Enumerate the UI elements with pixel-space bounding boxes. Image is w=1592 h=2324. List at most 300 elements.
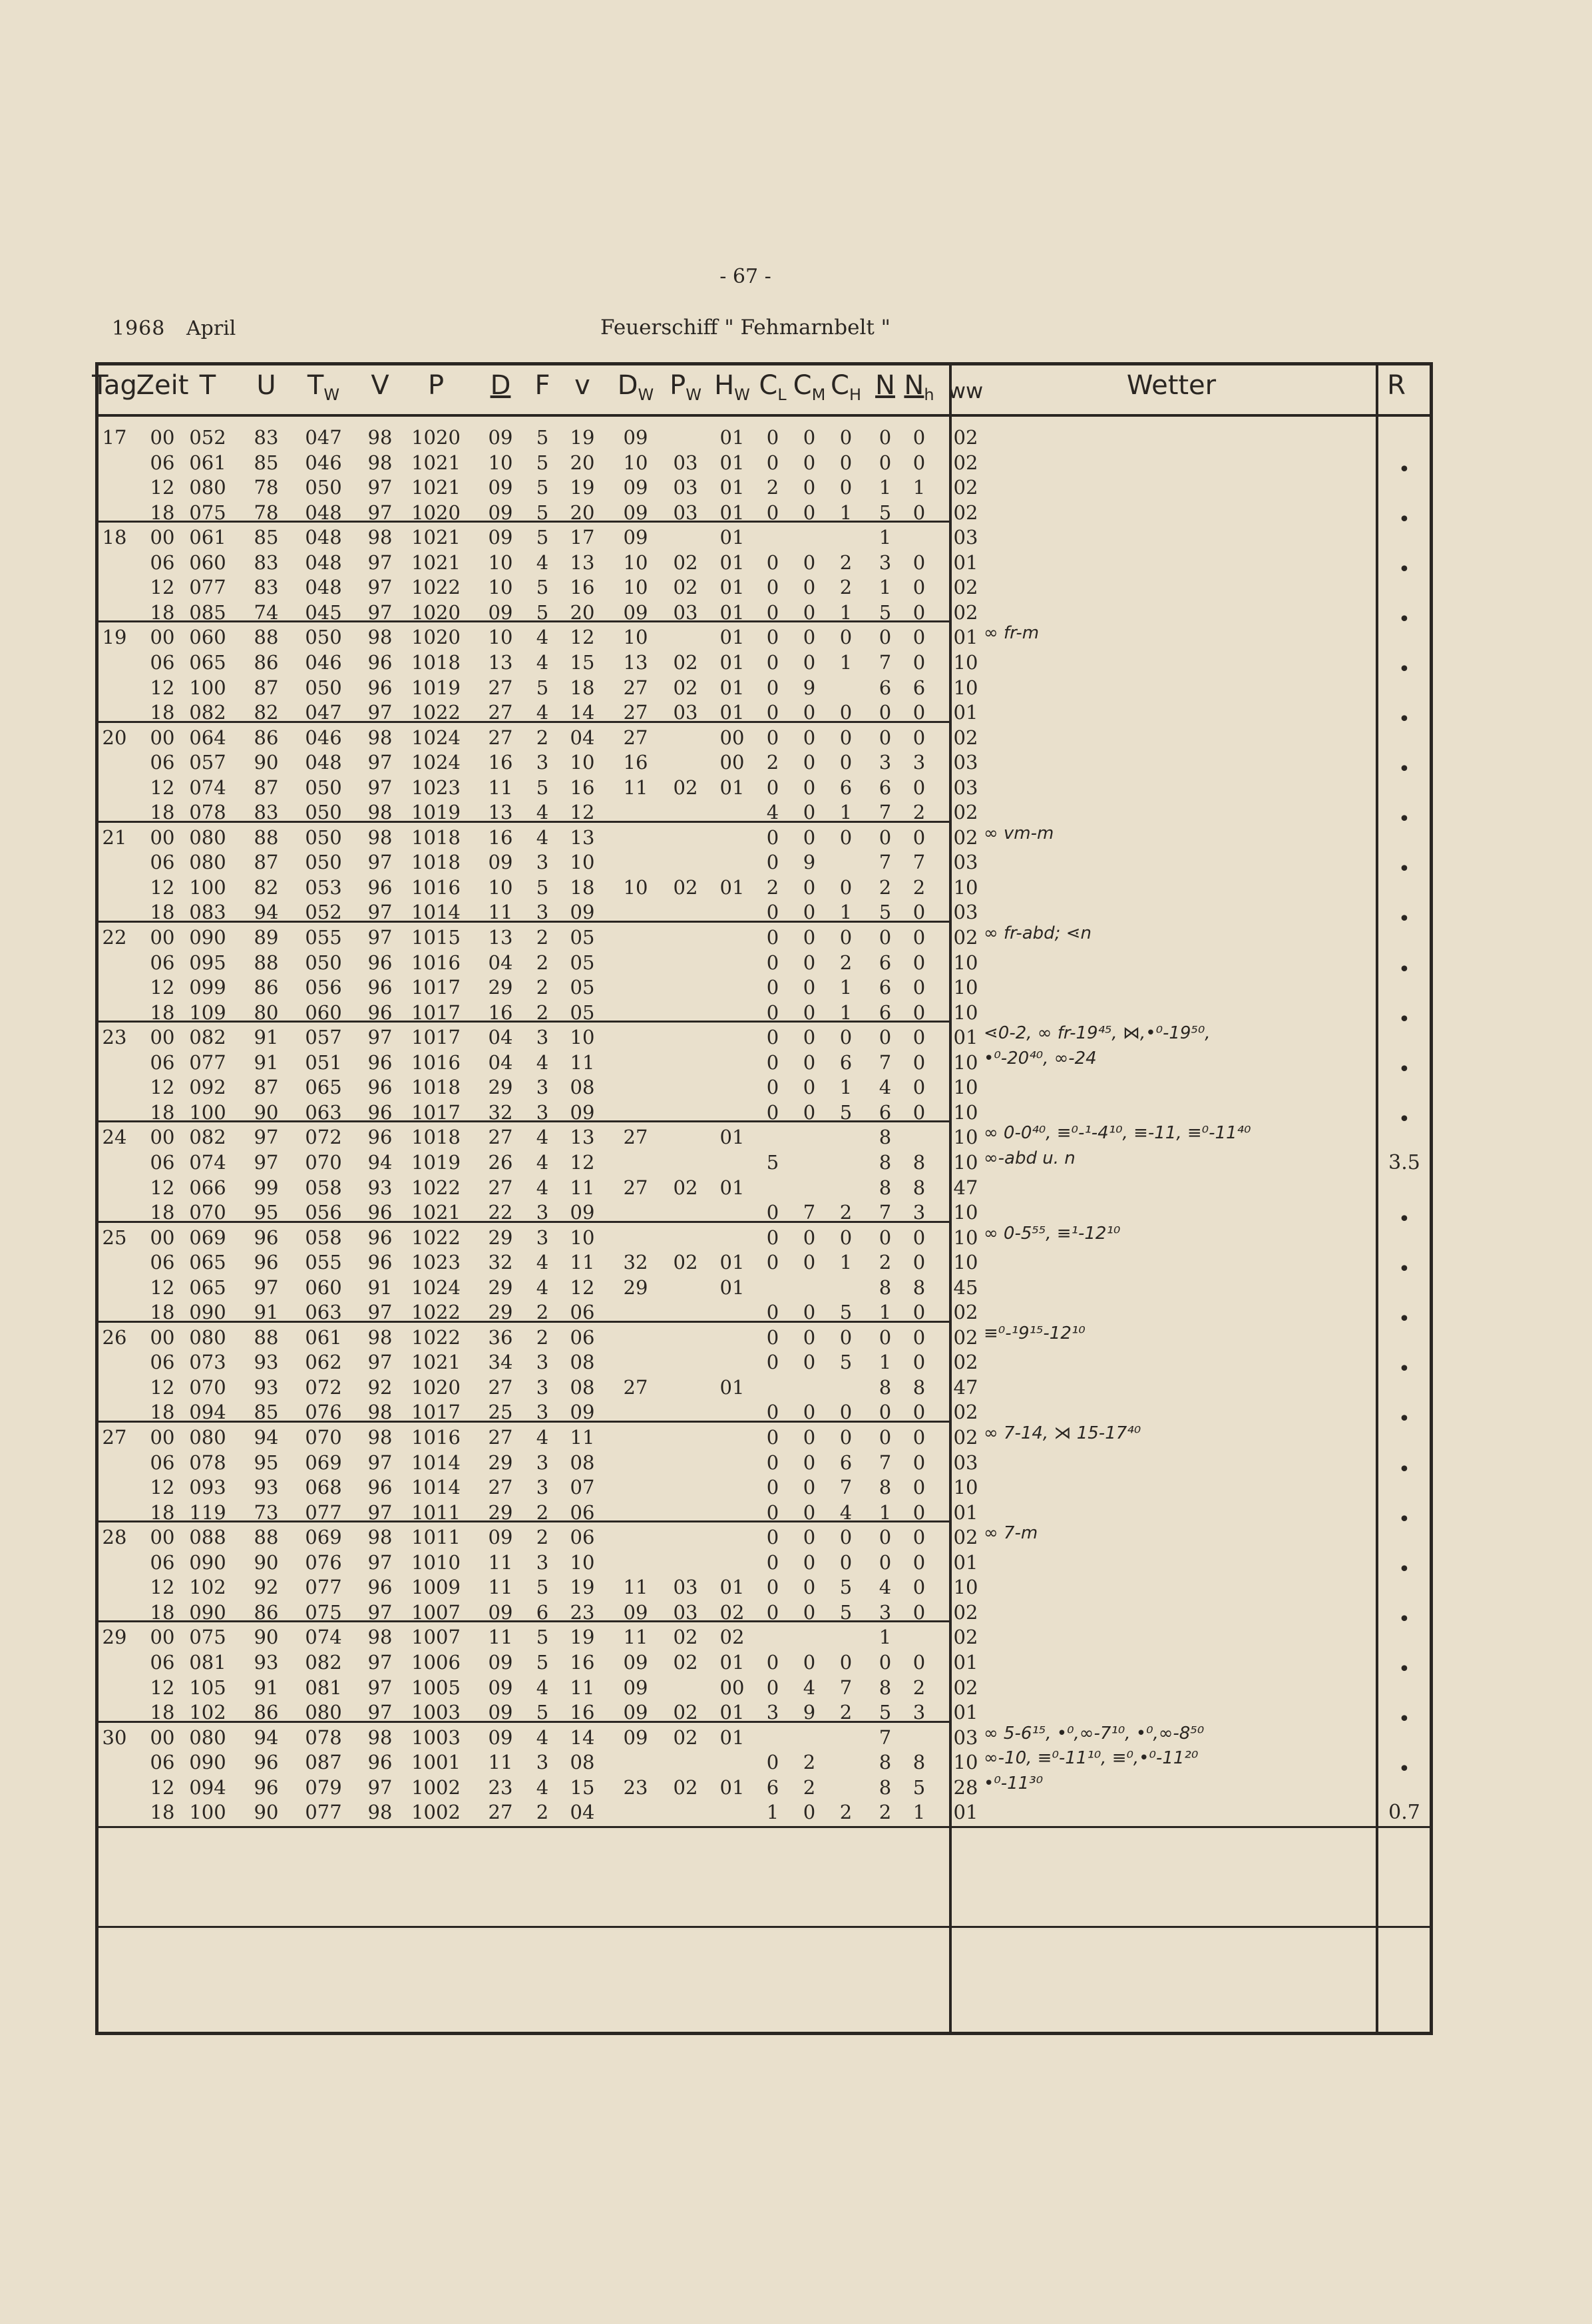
cell-cloud-low-amount: 0 (912, 976, 926, 999)
cell-cloud-total: 7 (879, 1050, 892, 1074)
table-row (0, 1473, 1592, 1499)
cell-swell-dir: 27 (623, 1176, 648, 1199)
cell-ww: 10 (953, 1476, 978, 1499)
cell-humidity: 83 (254, 801, 279, 824)
table-row (0, 1174, 1592, 1199)
cell-water-temp: 070 (305, 1150, 342, 1174)
cell-humidity: 90 (254, 1550, 279, 1574)
cell-pressure: 1009 (411, 1576, 461, 1599)
cell-pressure: 1016 (411, 951, 461, 974)
cell-wind-speed: 10 (570, 1550, 595, 1574)
cell-wind-speed: 15 (570, 650, 595, 674)
cell-humidity: 91 (254, 1050, 279, 1074)
cell-cloud-low-amount: 8 (912, 1150, 926, 1174)
cell-water-temp: 060 (305, 1276, 342, 1299)
weather-note: ∞ 7-14, ⋊ 15-17⁴⁰ (984, 1423, 1141, 1443)
cell-cloud-high: 5 (839, 1576, 853, 1599)
cell-humidity: 87 (254, 776, 279, 799)
cell-day: 27 (102, 1426, 127, 1449)
cell-wind-dir: 13 (488, 926, 513, 949)
cell-wind-force: 5 (536, 426, 549, 449)
cell-wind-speed: 12 (570, 1276, 595, 1299)
cell-vis: 97 (367, 501, 393, 524)
cell-swell-dir: 09 (623, 1701, 648, 1724)
cell-vis: 96 (367, 1126, 393, 1149)
cell-wind-force: 6 (536, 1600, 549, 1624)
cell-cloud-total: 1 (879, 1351, 892, 1374)
page-number: - 67 - (719, 265, 771, 288)
cell-wind-force: 4 (536, 801, 549, 824)
cell-temp: 060 (189, 551, 226, 574)
table-row (0, 1298, 1592, 1331)
cell-time: 00 (150, 1626, 175, 1649)
cell-cloud-total: 8 (879, 1476, 892, 1499)
table-row (0, 1598, 1592, 1631)
table-row (0, 423, 1592, 449)
cell-cloud-high: 1 (839, 976, 853, 999)
cell-cloud-high: 5 (839, 1351, 853, 1374)
cell-swell-period: 02 (673, 1701, 698, 1724)
cell-cloud-mid: 0 (803, 1526, 816, 1549)
cell-swell-dir: 11 (623, 1626, 648, 1649)
cell-humidity: 87 (254, 1076, 279, 1099)
cell-pressure: 1017 (411, 1100, 461, 1124)
cell-wind-speed: 06 (570, 1301, 595, 1324)
cell-temp: 061 (189, 451, 226, 474)
cell-wind-force: 5 (536, 1576, 549, 1599)
cell-wind-dir: 26 (488, 1150, 513, 1174)
cell-cloud-low: 0 (766, 1325, 779, 1349)
cell-swell-dir: 10 (623, 626, 648, 649)
precip-value: • (1398, 808, 1410, 831)
cell-water-temp: 050 (305, 801, 342, 824)
cell-temp: 080 (189, 1325, 226, 1349)
cell-humidity: 93 (254, 1650, 279, 1674)
cell-swell-height: 01 (719, 576, 745, 599)
cell-vis: 97 (367, 600, 393, 624)
cell-time: 06 (150, 1550, 175, 1574)
cell-pressure: 1018 (411, 1076, 461, 1099)
cell-cloud-total: 7 (879, 1726, 892, 1749)
cell-pressure: 1022 (411, 576, 461, 599)
cell-swell-height: 01 (719, 600, 745, 624)
cell-swell-height: 01 (719, 1251, 745, 1274)
cell-cloud-low: 0 (766, 701, 779, 724)
cell-vis: 97 (367, 1600, 393, 1624)
cell-humidity: 86 (254, 1701, 279, 1724)
cell-cloud-total: 8 (879, 1150, 892, 1174)
cell-cloud-high: 2 (839, 1801, 853, 1824)
header-divider (95, 414, 1433, 417)
cell-temp: 092 (189, 1076, 226, 1099)
cell-wind-speed: 05 (570, 926, 595, 949)
cell-wind-force: 2 (536, 1001, 549, 1024)
cell-cloud-low-amount: 1 (912, 1801, 926, 1824)
day-separator (95, 1221, 952, 1223)
cell-humidity: 85 (254, 526, 279, 549)
cell-water-temp: 077 (305, 1576, 342, 1599)
cell-pressure: 1018 (411, 650, 461, 674)
cell-day: 28 (102, 1526, 127, 1549)
cell-humidity: 82 (254, 875, 279, 899)
weather-note: ∞ fr-abd; ⋖n (984, 923, 1092, 943)
cell-wind-force: 5 (536, 1701, 549, 1724)
cell-cloud-mid: 0 (803, 600, 816, 624)
cell-cloud-low: 0 (766, 976, 779, 999)
cell-cloud-high: 1 (839, 801, 853, 824)
cell-water-temp: 046 (305, 650, 342, 674)
cell-cloud-mid: 0 (803, 501, 816, 524)
cell-temp: 078 (189, 1451, 226, 1474)
cell-vis: 97 (367, 1701, 393, 1724)
cell-cloud-mid: 0 (803, 1026, 816, 1049)
cell-wind-dir: 29 (488, 976, 513, 999)
cell-cloud-mid: 0 (803, 726, 816, 749)
table-row (0, 1348, 1592, 1381)
cell-ww: 02 (953, 576, 978, 599)
cell-ww: 01 (953, 1650, 978, 1674)
cell-swell-dir: 10 (623, 551, 648, 574)
cell-wind-force: 4 (536, 1150, 549, 1174)
cell-temp: 094 (189, 1775, 226, 1799)
cell-cloud-low: 0 (766, 650, 779, 674)
cell-cloud-low: 0 (766, 1301, 779, 1324)
cell-cloud-mid: 0 (803, 1351, 816, 1374)
cell-cloud-low: 3 (766, 1701, 779, 1724)
cell-cloud-high: 2 (839, 576, 853, 599)
cell-wind-speed: 06 (570, 1501, 595, 1524)
cell-temp: 065 (189, 1251, 226, 1274)
cell-temp: 077 (189, 1050, 226, 1074)
cell-wind-speed: 09 (570, 901, 595, 924)
cell-cloud-mid: 0 (803, 1801, 816, 1824)
weather-note: ∞ 0-0⁴⁰, ≡⁰-¹-4¹⁰, ≡-11, ≡⁰-11⁴⁰ (984, 1123, 1251, 1144)
cell-vis: 94 (367, 1150, 393, 1174)
cell-wind-force: 4 (536, 1676, 549, 1699)
cell-cloud-low: 0 (766, 1600, 779, 1624)
cell-pressure: 1024 (411, 726, 461, 749)
cell-cloud-total: 7 (879, 650, 892, 674)
cell-cloud-mid: 0 (803, 1401, 816, 1424)
cell-temp: 100 (189, 1100, 226, 1124)
cell-water-temp: 050 (305, 825, 342, 849)
cell-wind-force: 4 (536, 650, 549, 674)
cell-vis: 98 (367, 526, 393, 549)
table-row (0, 1773, 1592, 1799)
cell-wind-force: 3 (536, 1451, 549, 1474)
cell-cloud-mid: 0 (803, 426, 816, 449)
cell-cloud-total: 6 (879, 1001, 892, 1024)
cell-ww: 10 (953, 1226, 978, 1249)
cell-day: 21 (102, 825, 127, 849)
cell-cloud-low-amount: 2 (912, 1676, 926, 1699)
cell-ww: 03 (953, 901, 978, 924)
cell-wind-speed: 20 (570, 501, 595, 524)
cell-wind-dir: 09 (488, 476, 513, 499)
cell-wind-dir: 27 (488, 701, 513, 724)
cell-cloud-low-amount: 0 (912, 600, 926, 624)
weather-note: ∞ 7-m (984, 1523, 1038, 1544)
table-row (0, 774, 1592, 799)
precip-value: • (1398, 758, 1410, 782)
cell-pressure: 1017 (411, 1001, 461, 1024)
cell-time: 06 (150, 1251, 175, 1274)
precip-value: • (1398, 1357, 1410, 1381)
cell-ww: 47 (953, 1375, 978, 1399)
cell-cloud-low-amount: 0 (912, 825, 926, 849)
cell-swell-height: 01 (719, 1276, 745, 1299)
cell-swell-period: 02 (673, 776, 698, 799)
cell-humidity: 88 (254, 951, 279, 974)
cell-temp: 070 (189, 1375, 226, 1399)
cell-cloud-total: 0 (879, 1526, 892, 1549)
table-row (0, 724, 1592, 749)
cell-cloud-low: 0 (766, 1476, 779, 1499)
cell-cloud-low: 0 (766, 1050, 779, 1074)
cell-swell-dir: 32 (623, 1251, 648, 1274)
cell-wind-dir: 34 (488, 1351, 513, 1374)
cell-swell-dir: 27 (623, 1375, 648, 1399)
cell-wind-speed: 12 (570, 1150, 595, 1174)
col-n: N (875, 370, 895, 401)
cell-temp: 073 (189, 1351, 226, 1374)
cell-cloud-low: 0 (766, 1001, 779, 1024)
cell-pressure: 1021 (411, 1201, 461, 1224)
cell-cloud-low-amount: 0 (912, 501, 926, 524)
cell-vis: 98 (367, 1801, 393, 1824)
cell-cloud-high: 6 (839, 1451, 853, 1474)
col-u: U (256, 370, 276, 401)
cell-humidity: 93 (254, 1476, 279, 1499)
cell-ww: 02 (953, 1626, 978, 1649)
cell-wind-force: 3 (536, 1375, 549, 1399)
cell-time: 00 (150, 1026, 175, 1049)
cell-wind-force: 5 (536, 1626, 549, 1649)
cell-time: 18 (150, 1100, 175, 1124)
cell-cloud-high: 1 (839, 600, 853, 624)
cell-cloud-mid: 0 (803, 576, 816, 599)
weather-note: •⁰-20⁴⁰, ∞-24 (984, 1048, 1097, 1068)
cell-wind-speed: 10 (570, 751, 595, 774)
precip-value: • (1398, 1708, 1410, 1732)
cell-wind-dir: 16 (488, 751, 513, 774)
cell-wind-dir: 36 (488, 1325, 513, 1349)
cell-cloud-total: 3 (879, 1600, 892, 1624)
cell-wind-force: 3 (536, 1401, 549, 1424)
cell-wind-force: 4 (536, 701, 549, 724)
cell-cloud-total: 1 (879, 1626, 892, 1649)
cell-cloud-low-amount: 2 (912, 801, 926, 824)
cell-cloud-total: 5 (879, 501, 892, 524)
cell-wind-dir: 09 (488, 1650, 513, 1674)
cell-swell-dir: 09 (623, 600, 648, 624)
table-row (0, 674, 1592, 699)
cell-vis: 96 (367, 1050, 393, 1074)
cell-wind-speed: 13 (570, 1126, 595, 1149)
cell-ww: 02 (953, 1401, 978, 1424)
table-row (0, 1274, 1592, 1299)
cell-vis: 96 (367, 676, 393, 699)
cell-wind-force: 5 (536, 676, 549, 699)
cell-humidity: 91 (254, 1026, 279, 1049)
cell-cloud-low-amount: 2 (912, 875, 926, 899)
cell-ww: 03 (953, 776, 978, 799)
cell-wind-dir: 16 (488, 1001, 513, 1024)
cell-cloud-low: 0 (766, 426, 779, 449)
cell-cloud-total: 0 (879, 1650, 892, 1674)
cell-wind-speed: 19 (570, 1626, 595, 1649)
cell-humidity: 97 (254, 1126, 279, 1149)
cell-humidity: 90 (254, 1801, 279, 1824)
cell-cloud-total: 1 (879, 476, 892, 499)
table-row (0, 698, 1592, 732)
cell-vis: 97 (367, 926, 393, 949)
cell-wind-dir: 27 (488, 1801, 513, 1824)
cell-cloud-low-amount: 0 (912, 1251, 926, 1274)
cell-wind-speed: 16 (570, 1701, 595, 1724)
cell-wind-force: 2 (536, 1325, 549, 1349)
cell-temp: 105 (189, 1676, 226, 1699)
cell-temp: 099 (189, 976, 226, 999)
cell-pressure: 1010 (411, 1550, 461, 1574)
cell-cloud-mid: 0 (803, 451, 816, 474)
cell-swell-period: 03 (673, 701, 698, 724)
cell-wind-force: 4 (536, 551, 549, 574)
cell-swell-dir: 16 (623, 751, 648, 774)
cell-cloud-low: 0 (766, 576, 779, 599)
cell-cloud-low: 0 (766, 1501, 779, 1524)
cell-wind-dir: 09 (488, 426, 513, 449)
cell-wind-speed: 16 (570, 576, 595, 599)
cell-time: 06 (150, 1150, 175, 1174)
cell-swell-dir: 11 (623, 776, 648, 799)
cell-wind-dir: 27 (488, 1375, 513, 1399)
table-row (0, 999, 1592, 1031)
cell-cloud-low-amount: 5 (912, 1775, 926, 1799)
cell-vis: 98 (367, 1726, 393, 1749)
cell-cloud-mid: 0 (803, 1650, 816, 1674)
table-row (0, 1148, 1592, 1174)
cell-wind-speed: 18 (570, 875, 595, 899)
cell-cloud-total: 0 (879, 426, 892, 449)
cell-wind-dir: 10 (488, 576, 513, 599)
cell-pressure: 1022 (411, 1176, 461, 1199)
cell-wind-speed: 11 (570, 1176, 595, 1199)
cell-cloud-mid: 0 (803, 801, 816, 824)
cell-pressure: 1017 (411, 1401, 461, 1424)
cell-wind-speed: 06 (570, 1325, 595, 1349)
cell-time: 06 (150, 451, 175, 474)
cell-vis: 97 (367, 901, 393, 924)
table-row (0, 523, 1592, 549)
cell-pressure: 1014 (411, 1451, 461, 1474)
cell-ww: 02 (953, 476, 978, 499)
cell-cloud-low: 0 (766, 600, 779, 624)
cell-vis: 98 (367, 1325, 393, 1349)
header-month: April (186, 317, 236, 340)
cell-time: 18 (150, 801, 175, 824)
header-year: 1968 (112, 317, 166, 340)
cell-wind-force: 5 (536, 1650, 549, 1674)
cell-water-temp: 058 (305, 1226, 342, 1249)
cell-wind-dir: 27 (488, 1176, 513, 1199)
cell-pressure: 1015 (411, 926, 461, 949)
cell-time: 00 (150, 626, 175, 649)
cell-ww: 01 (953, 1550, 978, 1574)
cell-water-temp: 055 (305, 926, 342, 949)
cell-cloud-high: 1 (839, 1076, 853, 1099)
cell-humidity: 88 (254, 1325, 279, 1349)
table-row (0, 1449, 1592, 1481)
cell-wind-dir: 11 (488, 1751, 513, 1774)
cell-temp: 061 (189, 526, 226, 549)
cell-cloud-low: 0 (766, 1576, 779, 1599)
cell-cloud-total: 1 (879, 576, 892, 599)
cell-cloud-total: 1 (879, 1301, 892, 1324)
cell-cloud-low: 0 (766, 1251, 779, 1274)
cell-cloud-low: 0 (766, 1026, 779, 1049)
cell-cloud-high: 0 (839, 1526, 853, 1549)
cell-water-temp: 056 (305, 976, 342, 999)
cell-humidity: 88 (254, 626, 279, 649)
cell-cloud-high: 0 (839, 926, 853, 949)
cell-humidity: 80 (254, 1001, 279, 1024)
cell-cloud-low: 0 (766, 1676, 779, 1699)
cell-wind-dir: 32 (488, 1251, 513, 1274)
cell-wind-force: 3 (536, 1351, 549, 1374)
cell-wind-speed: 20 (570, 451, 595, 474)
cell-temp: 057 (189, 751, 226, 774)
cell-wind-speed: 05 (570, 976, 595, 999)
cell-cloud-mid: 4 (803, 1676, 816, 1699)
cell-vis: 98 (367, 426, 393, 449)
table-row (0, 598, 1592, 631)
cell-cloud-total: 0 (879, 1401, 892, 1424)
cell-wind-dir: 09 (488, 600, 513, 624)
cell-cloud-high: 2 (839, 551, 853, 574)
cell-swell-height: 01 (719, 1375, 745, 1399)
table-row (0, 848, 1592, 881)
cell-wind-force: 3 (536, 1226, 549, 1249)
cell-cloud-high: 0 (839, 1550, 853, 1574)
cell-pressure: 1019 (411, 676, 461, 699)
cell-wind-force: 4 (536, 1176, 549, 1199)
cell-wind-force: 3 (536, 901, 549, 924)
cell-swell-height: 02 (719, 1600, 745, 1624)
cell-cloud-low-amount: 0 (912, 726, 926, 749)
cell-temp: 119 (189, 1501, 226, 1524)
precip-value: • (1398, 1557, 1410, 1581)
cell-cloud-low-amount: 8 (912, 1375, 926, 1399)
day-separator (95, 921, 952, 923)
cell-cloud-total: 0 (879, 1550, 892, 1574)
weather-note: ∞ 0-5⁵⁵, ≡¹-12¹⁰ (984, 1223, 1121, 1244)
cell-cloud-mid: 0 (803, 1501, 816, 1524)
cell-cloud-low-amount: 0 (912, 1026, 926, 1049)
cell-wind-force: 2 (536, 1501, 549, 1524)
cell-cloud-low-amount: 0 (912, 1426, 926, 1449)
cell-humidity: 93 (254, 1375, 279, 1399)
cell-time: 06 (150, 650, 175, 674)
cell-swell-period: 03 (673, 451, 698, 474)
day-separator (95, 1421, 952, 1423)
cell-cloud-total: 6 (879, 951, 892, 974)
cell-wind-speed: 19 (570, 426, 595, 449)
cell-vis: 97 (367, 1501, 393, 1524)
cell-temp: 102 (189, 1576, 226, 1599)
col-tag: Tag (92, 370, 137, 401)
cell-pressure: 1020 (411, 501, 461, 524)
